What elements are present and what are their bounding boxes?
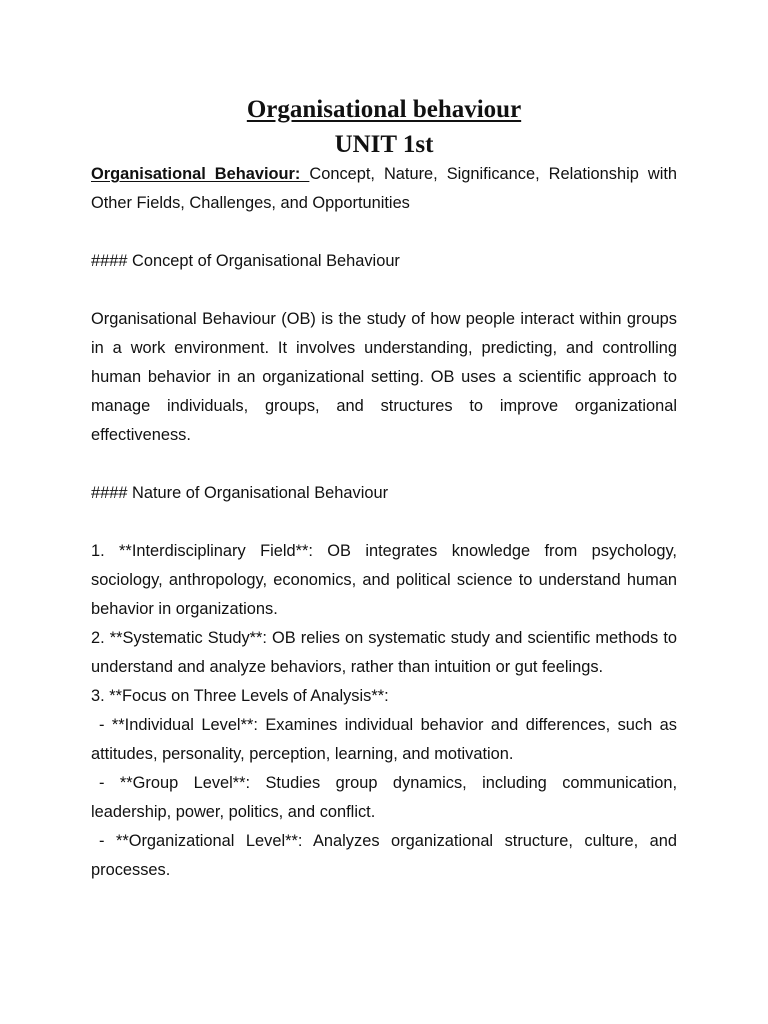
spacer bbox=[91, 508, 677, 537]
heading-nature: #### Nature of Organisational Behaviour bbox=[91, 484, 389, 502]
subtitle-text: Concept, Nature, Significance, Relationship with Other Fields, Challenges, and Opportunities bbox=[91, 165, 677, 212]
document-title: Organisational behaviour bbox=[246, 96, 522, 123]
concept-paragraph: Organisational Behaviour (OB) is the study of how people interact within groups in a work environment. It involves understanding, predicting, and controlling human behavior in an organizational setting. OB uses a scientific approach to manage individuals, groups, and structures to improve organizational effectiveness. bbox=[91, 310, 677, 444]
subtitle-label: Organisational Behaviour: bbox=[91, 165, 310, 183]
level-organizational: - **Organizational Level**: Analyzes organizational structure, culture, and processes. bbox=[91, 832, 677, 879]
document-body bbox=[91, 160, 677, 885]
spacer bbox=[91, 276, 677, 305]
spacer bbox=[91, 450, 677, 479]
level-individual: - **Individual Level**: Examines individual behavior and differences, such as attitudes, personality, perception, learning, and motivation. bbox=[91, 716, 677, 763]
title-block bbox=[0, 92, 768, 162]
subtitle-paragraph bbox=[91, 160, 677, 218]
nature-item-2: 2. **Systematic Study**: OB relies on systematic study and scientific methods to understand and analyze behaviors, rather than intuition or gut feelings. bbox=[91, 629, 677, 676]
heading-concept: #### Concept of Organisational Behaviour bbox=[91, 252, 400, 270]
level-group: - **Group Level**: Studies group dynamics, including communication, leadership, power, politics, and conflict. bbox=[91, 774, 677, 821]
nature-item-3: 3. **Focus on Three Levels of Analysis**: bbox=[91, 687, 389, 705]
spacer bbox=[91, 218, 677, 247]
unit-heading: UNIT 1st bbox=[334, 131, 434, 158]
nature-item-1: 1. **Interdisciplinary Field**: OB integrates knowledge from psychology, sociology, anthropology, economics, and political science to understand human behavior in organizations. bbox=[91, 542, 677, 618]
